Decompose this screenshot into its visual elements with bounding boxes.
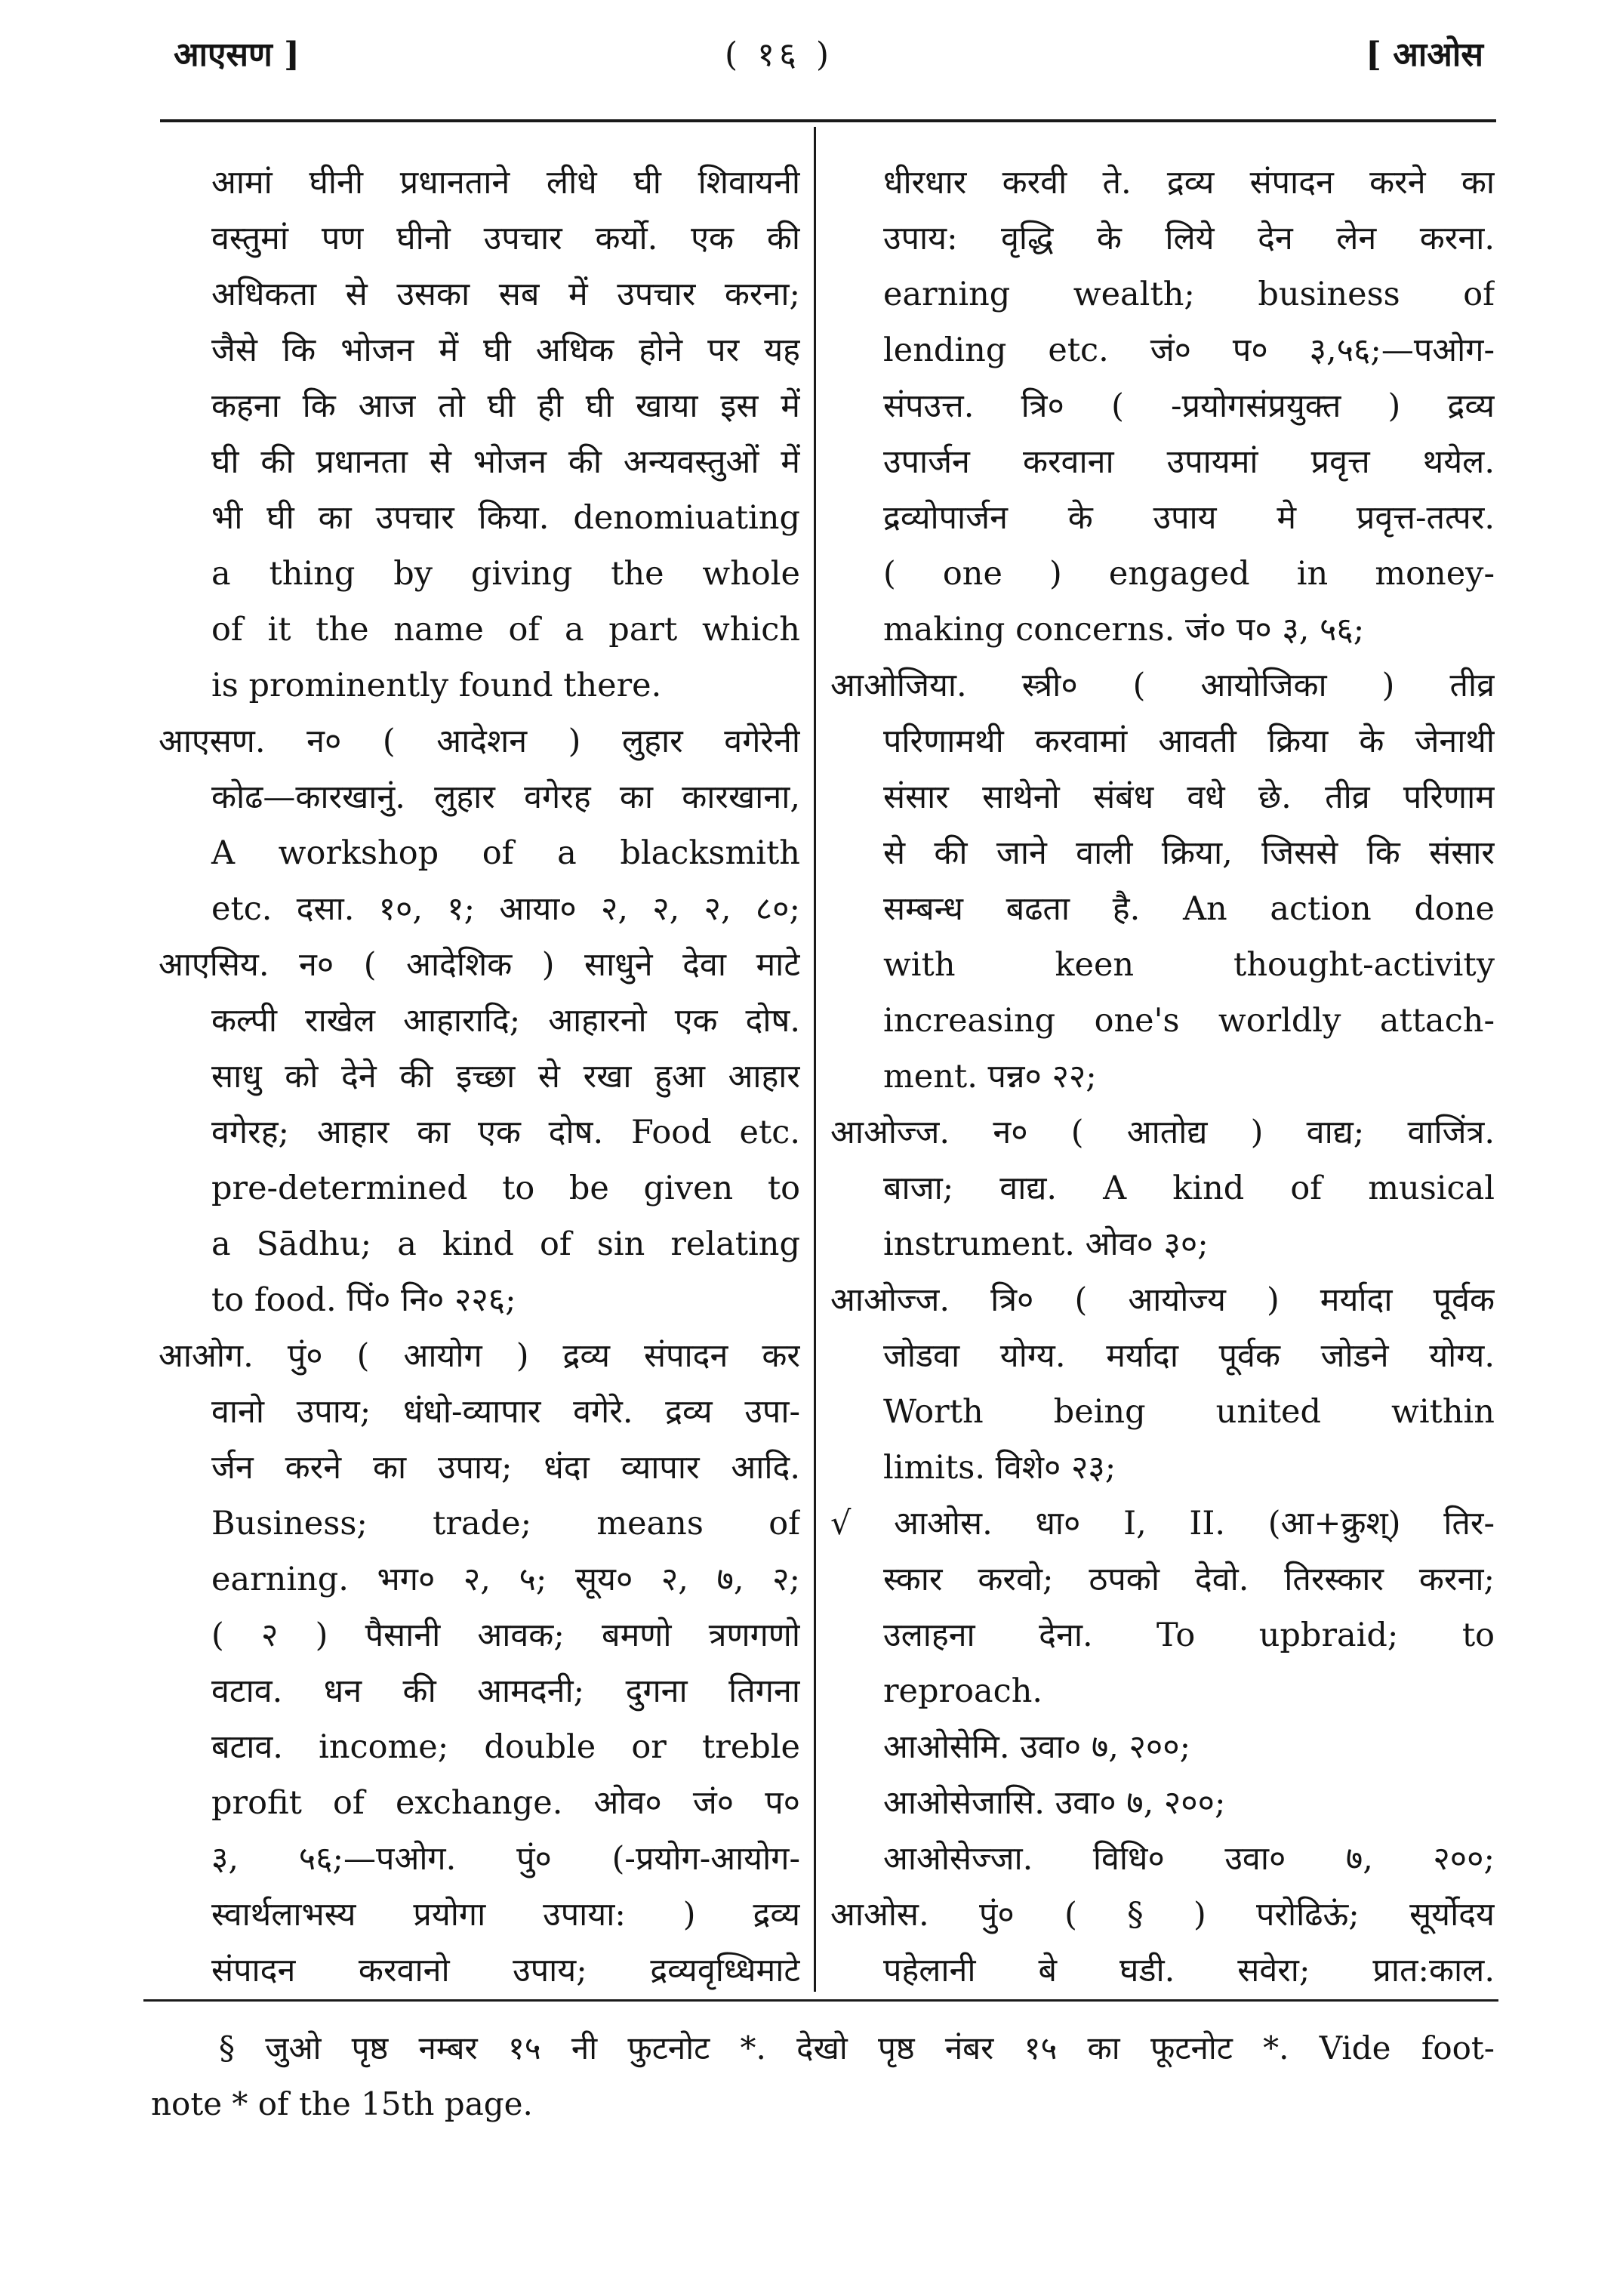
text-line: उलाहना देना. To upbraid; to [883,1616,1495,1654]
text-line: a Sādhu; a kind of sin relating [211,1225,800,1263]
text-line: साधु को देने की इच्छा से रखा हुआ आहार [211,1058,800,1096]
text-line: सम्बन्ध बढता है. An action done [883,890,1495,928]
text-line: वटाव. धन की आमदनी; दुगना तिगना [211,1672,800,1710]
entry-headline: आओज्ज. न० ( आतोद्य ) वाद्य; वाजिंत्र. [830,1114,1495,1151]
entry-headline: आएसण. न० ( आदेशन ) लुहार वगेरेनी [159,723,800,760]
sub-entry: आओसेजासि. उवा० ७, २००; [883,1784,1226,1822]
text-line: भी घी का उपचार किया. denomiuating [211,499,800,537]
column-divider [814,127,816,1992]
text-line: pre-determined to be given to [211,1170,800,1207]
text-line: पहेलानी बे घडी. सवेरा; प्रात:काल. [883,1952,1495,1989]
text-line: ( २ ) पैसानी आवक; बमणो त्रणगणो [211,1616,800,1654]
text-line: lending etc. जं० प० ३,५६;—पओग- [883,331,1495,369]
text-line: to food. पिं० नि० २२६; [211,1281,516,1319]
text-line: संपउत्त. त्रि० ( -प्रयोगसंप्रयुक्त ) द्रव्य [883,387,1495,425]
text-line: उपाय: वृद्धि के लिये देन लेन करना. [883,220,1495,257]
text-line: संपादन करवानो उपाय; द्रव्यवृध्धिमाटे [211,1952,800,1989]
text-line: ment. पन्न० २२; [883,1058,1097,1096]
entry-headline: आओज्ज. त्रि० ( आयोज्य ) मर्यादा पूर्वक [830,1281,1495,1319]
text-line: earning wealth; business of [883,276,1495,313]
text-line: परिणामथी करवामां आवती क्रिया के जेनाथी [883,723,1495,760]
text-line: वगेरह; आहार का एक दोष. Food etc. [211,1114,800,1151]
sub-entry: आओसेज्जा. विधि० उवा० ७, २००; [883,1840,1495,1878]
text-line: वानो उपाय; धंधो-व्यापार वगेरे. द्रव्य उपा- [211,1393,800,1431]
text-line: कल्पी राखेल आहारादि; आहारनो एक दोष. [211,1002,800,1040]
text-line: earning. भग० २, ५; सूय० २, ७, २; [211,1561,800,1598]
text-line: Business; trade; means of [211,1505,800,1542]
text-line: making concerns. जं० प० ३, ५६; [883,611,1365,649]
text-line: A workshop of a blacksmith [211,834,800,872]
text-line: संसार साथेनो संबंध वधे छे. तीव्र परिणाम [883,778,1495,816]
text-line: etc. दसा. १०, १; आया० २, २, २, ८०; [211,890,800,928]
text-line: instrument. ओव० ३०; [883,1225,1209,1263]
text-line: स्कार करवो; ठपको देवो. तिरस्कार करना; [883,1561,1495,1598]
text-line: जोडवा योग्य. मर्यादा पूर्वक जोडने योग्य. [883,1337,1495,1375]
text-line: द्रव्योपार्जन के उपाय मे प्रवृत्त-तत्पर. [883,499,1495,537]
text-line: a thing by giving the whole [211,555,800,593]
text-line: धीरधार करवी ते. द्रव्य संपादन करने का [883,164,1495,202]
entry-headline: आओग. पुं० ( आयोग ) द्रव्य संपादन कर [159,1337,800,1375]
entry-headline: √ आओस. धा० I, II. (आ+क्रुश्) तिर- [830,1505,1495,1542]
text-line: कहना कि आज तो घी ही घी खाया इस में [211,387,800,425]
text-line: स्वार्थलाभस्य प्रयोगा उपाया: ) द्रव्य [211,1896,800,1934]
footnote-line-2: note * of the 15th page. [151,2085,533,2122]
text-line: ( one ) engaged in money- [883,555,1495,593]
text-line: उपार्जन करवाना उपायमां प्रवृत्त थयेल. [883,443,1495,481]
text-line: ३, ५६;—पओग. पुं० (-प्रयोग-आयोग- [211,1840,800,1878]
sub-entry: आओसेमि. उवा० ७, २००; [883,1728,1191,1766]
right-column [830,155,1495,1999]
text-line: Worth being united within [883,1393,1495,1431]
top-rule [160,119,1496,122]
text-line: is prominently found there. [211,667,662,704]
text-line: increasing one's worldly attach- [883,1002,1495,1040]
footnote-line-1: § जुओ पृष्ठ नम्बर १५ नी फुटनोट *. देखो पृष्ठ नंबर १५ का फूटनोट *. Vide foot- [219,2029,1495,2066]
entry-headline: आओस. पुं० ( § ) परोढिऊं; सूर्योदय [830,1896,1495,1934]
text-line: with keen thought-activity [883,946,1495,984]
entry-headline: आएसिय. न० ( आदेशिक ) साधुने देवा माटे [159,946,800,984]
text-line: बाजा; वाद्य. A kind of musical [883,1170,1495,1207]
header-left-guideword: आएसण ] [174,35,300,74]
text-line: कोढ—कारखानुं. लुहार वगेरह का कारखाना, [211,778,800,816]
text-line: limits. विशे० २३; [883,1449,1116,1487]
text-line: र्जन करने का उपाय; धंदा व्यापार आदि. [211,1449,800,1487]
text-line: वस्तुमां पण घीनो उपचार कर्यो. एक की [211,220,800,257]
text-line: reproach. [883,1672,1043,1710]
text-line: of it the name of a part which [211,611,800,649]
header-right-guideword: [ आओस [1366,35,1483,74]
left-column [159,155,800,1999]
page-number: ( १६ ) [725,35,834,74]
text-line: अधिकता से उसका सब में उपचार करना; [211,276,800,313]
text-line: जैसे कि भोजन में घी अधिक होने पर यह [211,331,800,369]
text-line: आमां घीनी प्रधानताने लीधे घी शिवायनी [211,164,800,202]
text-line: घी की प्रधानता से भोजन की अन्यवस्तुओं में [211,443,800,481]
entry-headline: आओजिया. स्त्री० ( आयोजिका ) तीव्र [830,667,1495,704]
footnote-rule [143,1999,1498,2002]
text-line: profit of exchange. ओव० जं० प० [211,1784,800,1822]
text-line: से की जाने वाली क्रिया, जिससे कि संसार [883,834,1495,872]
text-line: बटाव. income; double or treble [211,1728,800,1766]
